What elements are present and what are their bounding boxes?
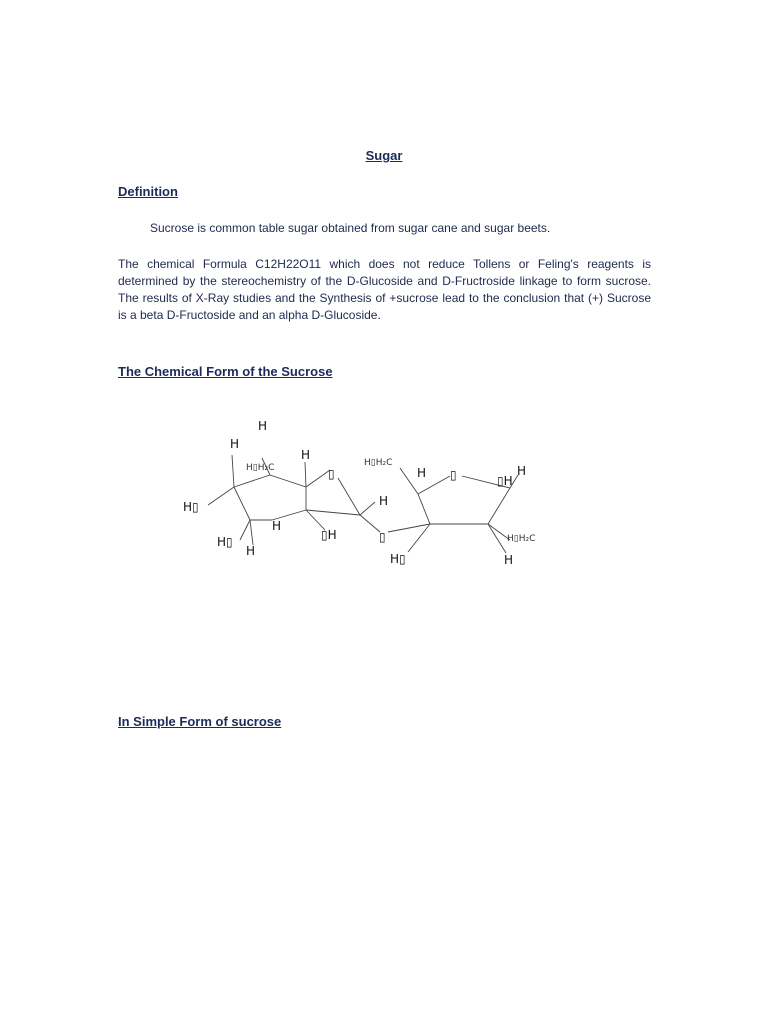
- bond: [488, 488, 510, 524]
- atom-label: H: [517, 464, 527, 478]
- bond: [306, 470, 330, 487]
- atom-label: H: [417, 466, 427, 480]
- bond: [270, 475, 306, 487]
- bond: [234, 475, 270, 487]
- atom-label: H▯H₂C: [364, 458, 393, 468]
- page-title: Sugar: [365, 148, 403, 163]
- atom-label: H▯: [217, 535, 233, 549]
- atom-label: H: [379, 494, 389, 508]
- bond: [232, 455, 234, 487]
- definition-intro: Sucrose is common table sugar obtained from sugar cane and sugar beets.: [150, 221, 551, 235]
- bond: [388, 524, 430, 532]
- bond: [306, 510, 325, 530]
- definition-heading: Definition: [118, 184, 178, 199]
- bond: [360, 515, 380, 532]
- atom-label: ▯: [328, 467, 335, 481]
- bond: [408, 524, 430, 552]
- atom-label: H: [504, 553, 514, 567]
- atom-label: H▯H₂C: [507, 534, 536, 544]
- atom-label: ▯H: [497, 474, 513, 488]
- bond: [306, 510, 360, 515]
- sucrose-structure-diagram: [0, 380, 768, 600]
- atom-label: H▯: [390, 552, 406, 566]
- atom-label: H▯H₂C: [246, 463, 275, 473]
- bond: [250, 520, 253, 545]
- atom-label: H: [301, 448, 311, 462]
- bond: [208, 487, 234, 505]
- bond: [488, 524, 506, 553]
- bond: [338, 478, 360, 515]
- atom-label: H: [246, 544, 256, 558]
- atom-label: H: [258, 419, 268, 433]
- definition-body: The chemical Formula C12H22O11 which does not reduce Tollens or Feling's reagents is determined by the stereochemistry of the D-Glucoside and D-Fructroside linkage to form sucrose. The results of X-Ray studies and the Synthesis of +sucrose lead to the conclusion that (+) Sucrose is a beta D-Fructoside and an alpha D-Glucoside.: [118, 257, 651, 322]
- bond: [234, 487, 250, 520]
- bond: [305, 462, 306, 487]
- bond: [240, 520, 250, 540]
- atom-label: H: [272, 519, 282, 533]
- bond: [360, 502, 375, 515]
- atom-label: ▯H: [321, 528, 337, 542]
- bond: [418, 494, 430, 524]
- simple-form-heading: In Simple Form of sucrose: [118, 714, 282, 729]
- atom-label: ▯: [379, 530, 386, 544]
- chemical-form-heading: The Chemical Form of the Sucrose: [118, 364, 333, 379]
- atom-label: ▯: [450, 468, 457, 482]
- atom-label: H▯: [183, 500, 199, 514]
- atom-label: H: [230, 437, 240, 451]
- bond: [400, 468, 418, 494]
